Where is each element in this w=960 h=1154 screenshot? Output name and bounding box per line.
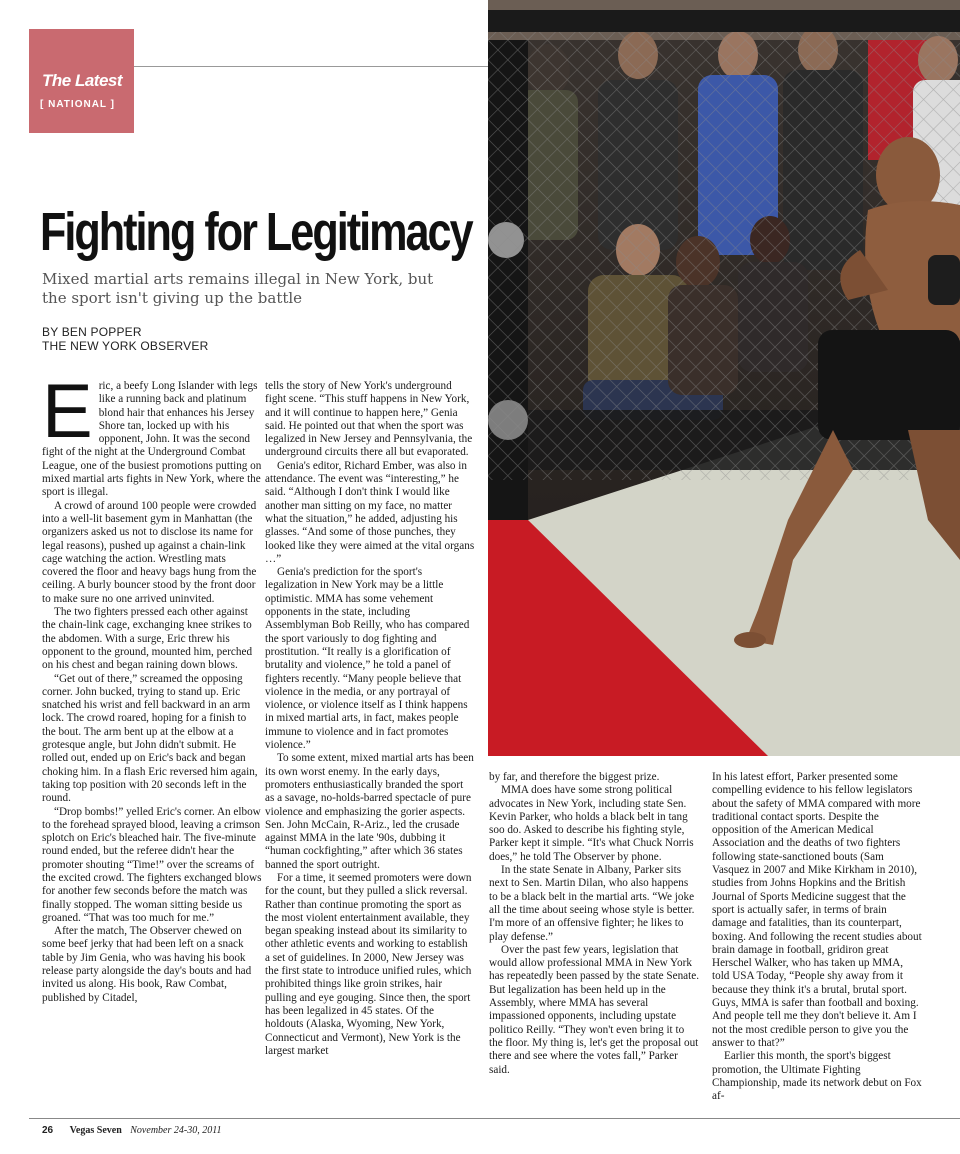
- headline: Fighting for Legitimacy: [40, 202, 472, 262]
- paragraph: tells the story of New York's underground fight scene. “This stuff happens in New York, and it will continue to happen here,” Genia said. He pointed out that when the sport was legalized in New Jersey and Pennsylvania, the underground circuits there all but evaporated.: [265, 380, 473, 459]
- publication-name: Vegas Seven: [69, 1125, 122, 1136]
- paragraph: Genia's editor, Richard Ember, was also in attendance. The event was “interesting,” he said. “Although I don't think I would like another man sitting on my face, no matter what the situation,” he added, adjusting his glasses. “And some of those punches, they looked like they were aimed at the vital organs …”: [265, 459, 475, 565]
- article-column-3: [489, 771, 699, 1077]
- header-divider: [134, 66, 488, 67]
- drop-cap: E: [42, 369, 93, 454]
- page-number: 26: [42, 1125, 54, 1136]
- deck: Mixed martial arts remains illegal in New York, but the sport isn't giving up the battle: [42, 270, 434, 307]
- paragraph: Earlier this month, the sport's biggest promotion, the Ultimate Fighting Championship, made its network debut on Fox af-: [712, 1050, 922, 1103]
- cage-fight-image: [488, 0, 960, 756]
- paragraph: MMA does have some strong political advocates in New York, including state Sen. Kevin Parker, who holds a black belt in tang soo do. Asked to describe his fighting style, Parker kept it simple. “It's what Chuck Norris does,” he told The Observer by phone.: [489, 784, 694, 863]
- paragraph: In the state Senate in Albany, Parker sits next to Sen. Martin Dilan, who also happens to be a black belt in the martial arts. “We joke all the time about seeing whose style is better. I'm more of an offensive fighter; he likes to play defense.”: [489, 864, 695, 943]
- byline-source: THE NEW YORK OBSERVER: [42, 339, 209, 353]
- article-column-4: [712, 771, 922, 1103]
- section-tag: [29, 29, 134, 133]
- paragraph: After the match, The Observer chewed on some beef jerky that had been left on a snack table by Jim Genia, who was having his book release party alongside the day's bouts and had invited us along. His book, Raw Combat, published by Citadel,: [42, 925, 252, 1004]
- article-column-1: [42, 369, 262, 1005]
- paragraph: A crowd of around 100 people were crowded into a well-lit basement gym in Manhattan (the organizers asked us not to disclose its name for legal reasons), pushed up against a chain-link cage watching the action. Wrestling mats covered the floor and heavy bags hung from the ceiling. A burly bouncer stood by the front door to make sure no one arrived uninvited.: [42, 499, 257, 605]
- section-subtitle: [ NATIONAL ]: [40, 99, 115, 110]
- page-footer: [42, 1125, 221, 1136]
- fight-photo: [488, 0, 960, 756]
- paragraph: Genia's prediction for the sport's legalization in New York may be a little optimistic. MMA has some vehement opponents in the state, including Assemblyman Bob Reilly, who has compared the sport variously to dog fighting and prostitution. “It really is a glorification of brutality and violence,” he told a panel of fighters recently. “Many people believe that violence in the media, or any portrayal of violence, or violence itself as I think happens in mixed martial arts, in fact, makes people immune to violence and in fact promotes violence.”: [265, 566, 470, 752]
- paragraph: Over the past few years, legislation that would allow professional MMA in New York has repeatedly been passed by the state Senate. But legalization has been held up in the Assembly, where MMA has several impassioned opponents, including upstate politico Reilly. “They won't even bring it to the floor. My thing is, let's get the proposal out there and see where the votes fall,” Parker said.: [489, 943, 699, 1076]
- paragraph: To some extent, mixed martial arts has been its own worst enemy. In the early days, promoters enthusiastically branded the sport as a savage, no-holds-barred spectacle of pure violence and emphasizing the gorier aspects. Sen. John McCain, R-Ariz., led the crusade against MMA in the late '90s, dubbing it “human cockfighting,” after which 36 states banned the sport outright.: [265, 752, 474, 871]
- paragraph: For a time, it seemed promoters were down for the count, but they pulled a slick reversal. Rather than continue promoting the sport as the most violent entertainment available, they began speaking instead about its similarity to other athletic events and working to establish a set of guidelines. In 2000, New Jersey was the first state to introduce unified rules, which prohibited things like groin strikes, hair pulling and eye gouging. Since then, the sport has been legalized in 45 states. Of the holdouts (Alaska, Wyoming, New York, Connecticut and Vermont), New York is the largest market: [265, 871, 472, 1057]
- byline: [42, 325, 208, 353]
- paragraph: ric, a beefy Long Islander with legs like a running back and platinum blond hair that enhances his Jersey Shore tan, locked up with his opponent, John. It was the second fight of the night at the Underground Combat League, one of the busiest promotions putting on mixed martial arts fights in New York, where the sport is illegal.: [42, 380, 262, 499]
- article-column-2: [265, 380, 475, 1058]
- section-title: The Latest: [42, 71, 123, 90]
- paragraph: In his latest effort, Parker presented some compelling evidence to his fellow legislators about the safety of MMA compared with more traditional contact sports. Despite the opposition of the American Medical Association and the deaths of two fighters following state-sanctioned bouts (Sam Vasquez in 2007 and Mike Kirkham in 2010), studies from Johns Hopkins and the British Journal of Sports Medicine suggest that the sport is actually safer, in terms of brain damage and fatalities, than its counterpart, boxing. And following the recent studies about brain damage in football, gridiron great Herschel Walker, who has taken up MMA, told USA Today, “People shy away from it because they think it's a brutal, brutal sport. Guys, MMA is safer than football and boxing. And people tell me they don't believe it. Am I not the most credible person to give you the answer to that?”: [712, 771, 922, 1049]
- paragraph: “Drop bombs!” yelled Eric's corner. An elbow to the forehead sprayed blood, leaving a crimson splotch on Eric's bleached hair. The five-minute round ended, but the referee didn't hear the promoter shouting “Time!” over the screams of the excited crowd. The fighters exchanged blows for another few seconds before the match was finally stopped. The woman sitting beside us groaned. “That was too much for me.”: [42, 805, 262, 924]
- issue-date: November 24-30, 2011: [130, 1125, 222, 1136]
- paragraph: “Get out of there,” screamed the opposing corner. John bucked, trying to stand up. Eric snatched his wrist and fell backward in an arm lock. The crowd roared, hoping for a finish to the bout. The arm bent up at the elbow at a grotesque angle, but John didn't submit. He rolled out, ended up on Eric's back and began choking him. In a flash Eric reversed him again, taking top position with 20 seconds left in the round.: [42, 672, 258, 805]
- byline-author: BY BEN POPPER: [42, 325, 142, 339]
- paragraph: The two fighters pressed each other against the chain-link cage, exchanging knee strikes to the abdomen. With a surge, Eric threw his opponent to the ground, mounted him, perched on his chest and began raining down blows.: [42, 606, 253, 672]
- footer-divider: [29, 1118, 960, 1119]
- paragraph: by far, and therefore the biggest prize.: [489, 771, 660, 783]
